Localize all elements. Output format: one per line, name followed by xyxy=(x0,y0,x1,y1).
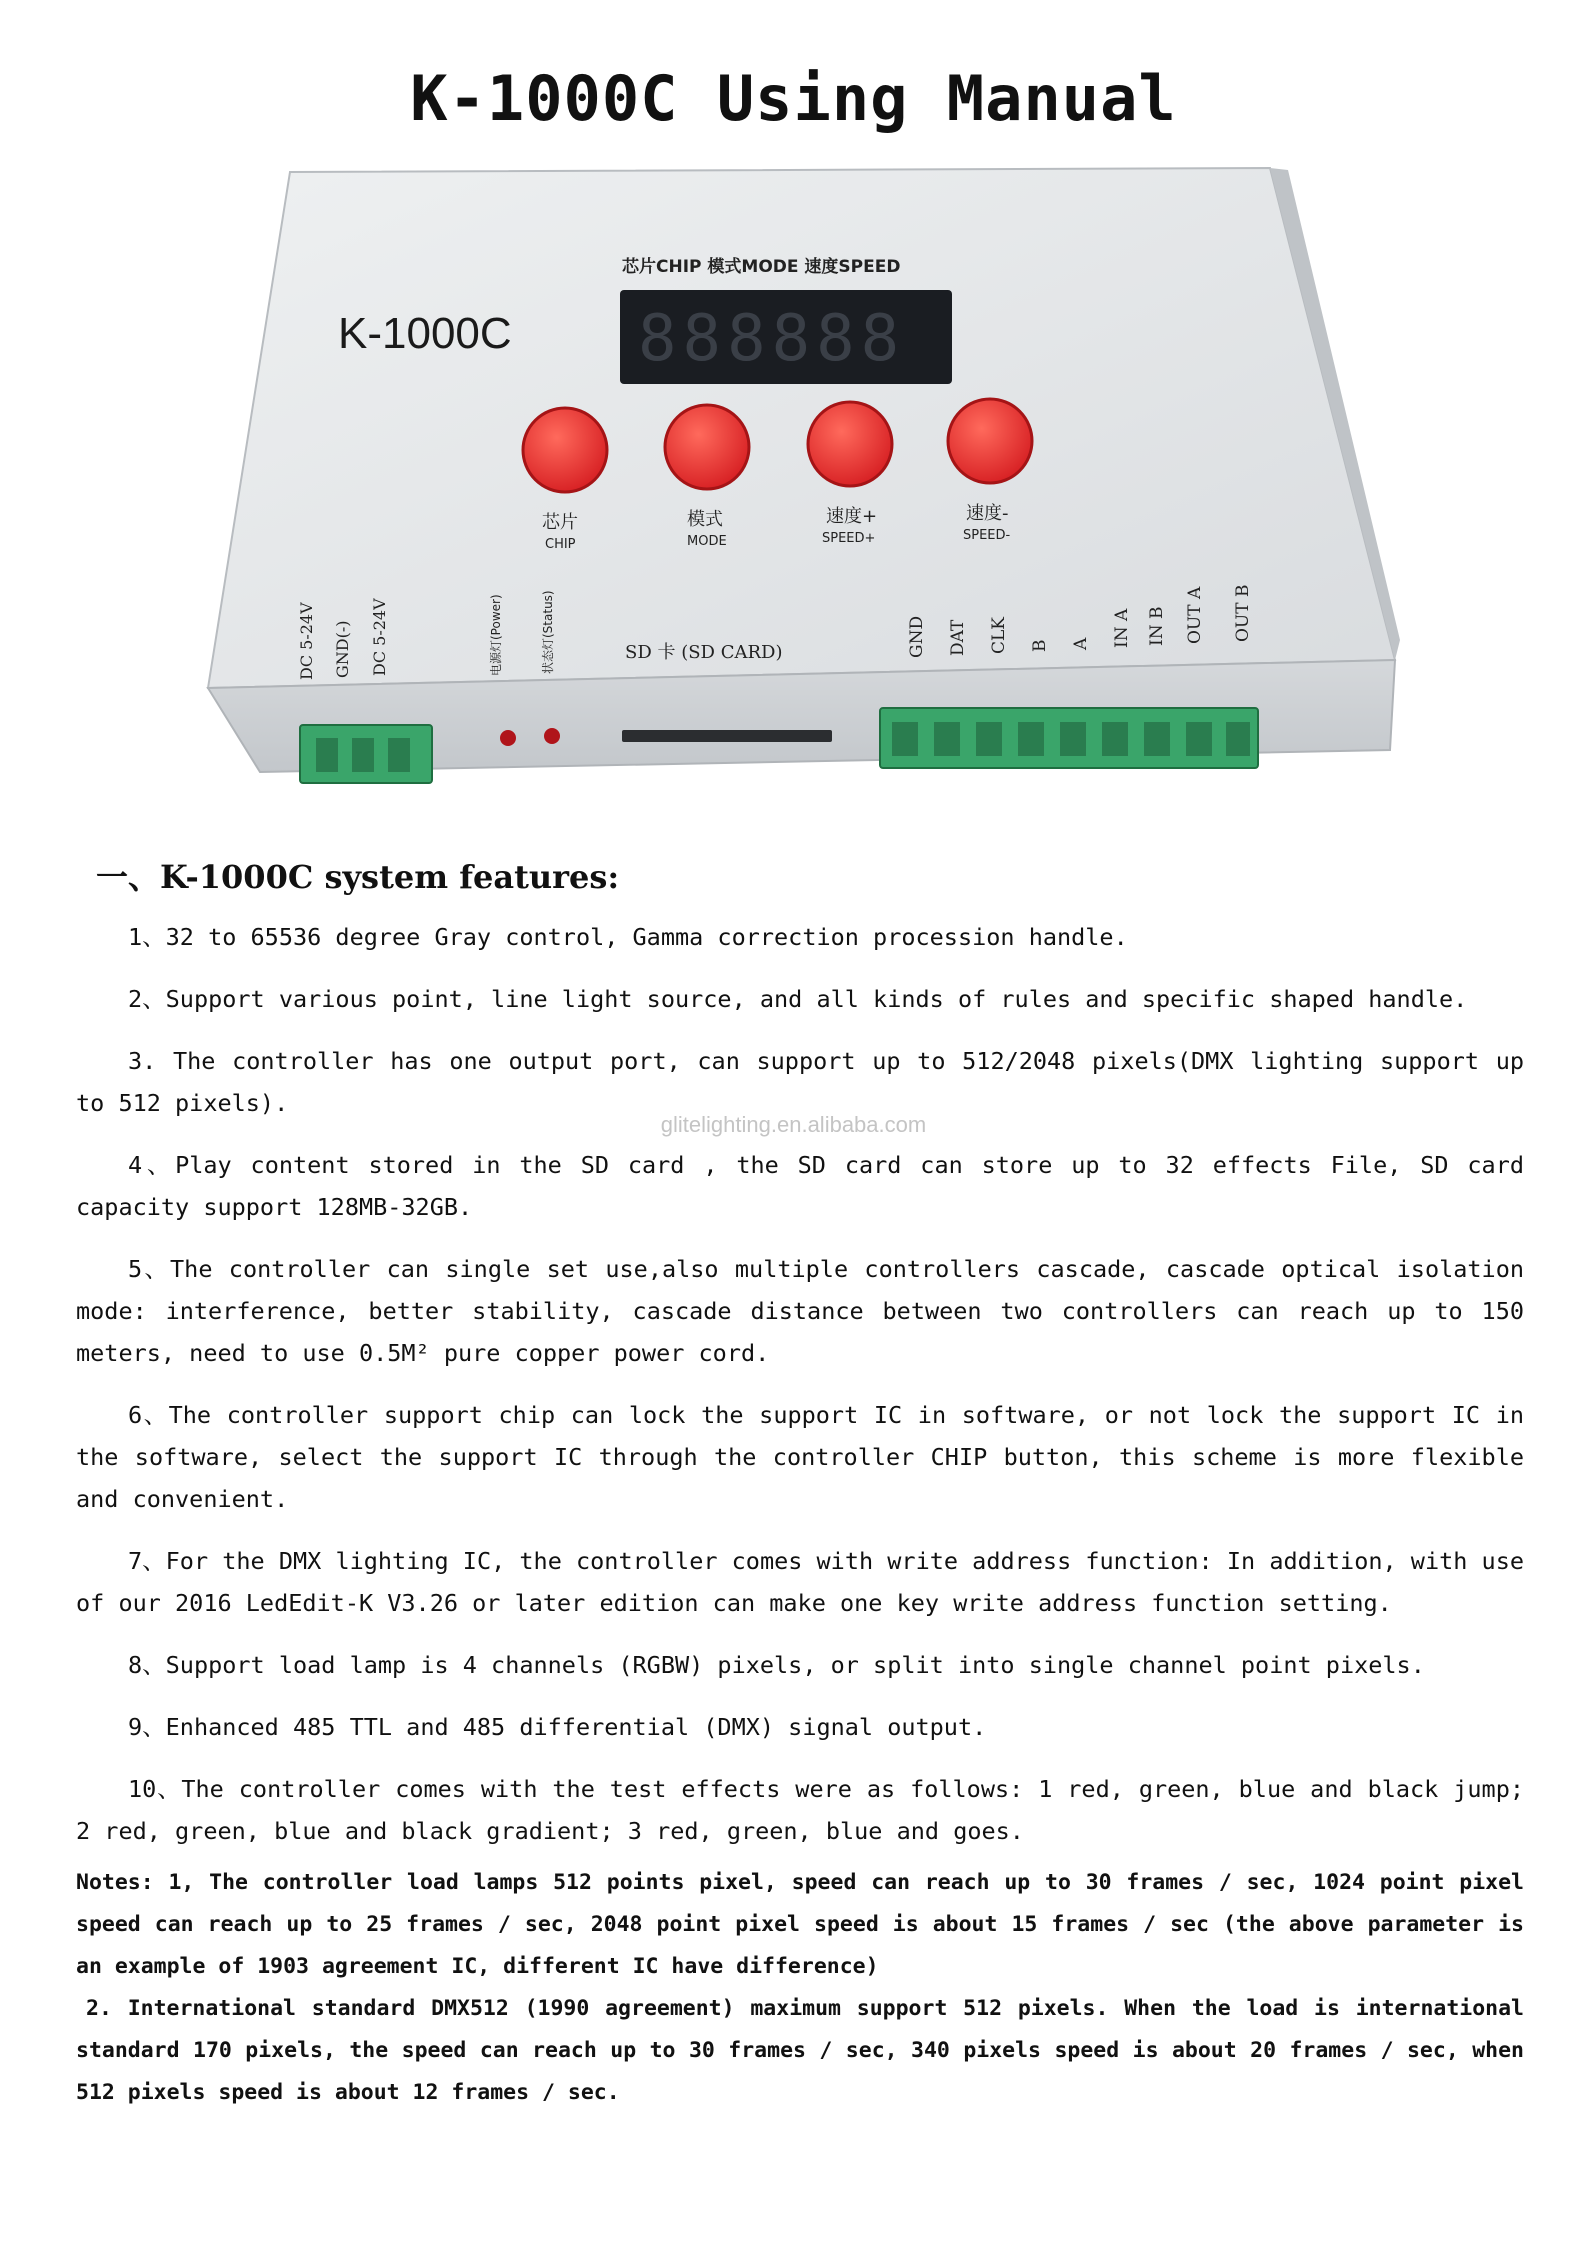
power-led-label: 电源灯(Power) xyxy=(489,594,503,676)
feature-item-10: 10、The controller comes with the test effects were as follows: 1 red, green, blue and black jump; 2 red, green, blue and black gradient; 3 red, green, blue and goes. xyxy=(76,1775,1524,1845)
port-label-out-a: OUT A xyxy=(1185,586,1205,644)
note-2: 2. International standard DMX512 (1990 agreement) maximum support 512 pixels. When the load is international standard 170 pixels, the speed can reach up to 30 frames / sec, 340 pixels speed is about 20 frames / sec, when 512 pixels speed is about 12 frames / sec. xyxy=(76,1996,1524,2105)
section-heading: 一、K-1000C system features: xyxy=(96,858,620,896)
page-title: K-1000C Using Manual xyxy=(410,62,1177,135)
status-led xyxy=(544,728,560,744)
port-label-dat: DAT xyxy=(948,619,968,656)
power-label-1: DC 5-24V xyxy=(297,602,316,680)
sd-card-label: SD 卡 (SD CARD) xyxy=(625,642,783,663)
port-label-in-a: IN A xyxy=(1112,608,1132,648)
port-label-gnd: GND xyxy=(907,615,927,658)
power-terminal-block xyxy=(300,725,432,783)
port-label-b: B xyxy=(1030,639,1050,652)
status-led-label: 状态灯(Status) xyxy=(541,590,555,674)
signal-terminal-block xyxy=(880,708,1258,768)
port-label-in-b: IN B xyxy=(1147,606,1167,646)
power-label-3: DC 5-24V xyxy=(370,598,389,676)
note-1: Notes: 1, The controller load lamps 512 points pixel, speed can reach up to 30 frames / sec, 1024 point pixel speed can reach up to 25 frames / sec, 2048 point pixel speed is about 15 frames / sec (the above parameter is an example of 1903 agreement IC, different IC have difference) xyxy=(76,1870,1524,1979)
port-label-out-b: OUT B xyxy=(1233,584,1253,642)
device-brand-label: K-1000C xyxy=(338,309,512,358)
feature-item-7: 7、For the DMX lighting IC, the controller comes with write address function: In addition, with use of our 2016 LedEdit-K V3.26 or later edition can make one key write address function setting. xyxy=(76,1547,1524,1617)
feature-item-6: 6、The controller support chip can lock the support IC in software, or not lock the support IC in the software, select the support IC through the controller CHIP button, this scheme is more flexible and convenient. xyxy=(76,1401,1524,1513)
button-label-cn-speed-up: 速度+ xyxy=(826,506,878,527)
watermark: glitelighting.en.alibaba.com xyxy=(660,1112,927,1137)
power-label-2: GND(-) xyxy=(333,620,352,678)
feature-item-5: 5、The controller can single set use,also multiple controllers cascade, cascade optical isolation mode: interference, better stability, cascade distance between two controllers can reach up to 150 meters, need to use 0.5M² pure copper power cord. xyxy=(76,1255,1524,1367)
feature-item-4: 4、Play content stored in the SD card , the SD card can store up to 32 effects File, SD card capacity support 128MB-32GB. xyxy=(76,1151,1524,1221)
product-photo xyxy=(190,160,1415,800)
led-display-digits: 888888 xyxy=(638,302,906,376)
speed-down-button[interactable] xyxy=(948,399,1032,483)
mode-button[interactable] xyxy=(665,405,749,489)
power-led xyxy=(500,730,516,746)
feature-item-1: 1、32 to 65536 degree Gray control, Gamma correction procession handle. xyxy=(128,923,1128,951)
panel-top-label: 芯片CHIP 模式MODE 速度SPEED xyxy=(622,257,901,277)
feature-item-8: 8、Support load lamp is 4 channels (RGBW) pixels, or split into single channel point pixels. xyxy=(128,1651,1425,1679)
port-label-clk: CLK xyxy=(989,617,1009,654)
chip-button[interactable] xyxy=(523,408,607,492)
button-label-cn-speed-down: 速度- xyxy=(966,503,1009,524)
speed-up-button[interactable] xyxy=(808,402,892,486)
button-label-en-mode: MODE xyxy=(687,534,727,549)
button-label-en-chip: CHIP xyxy=(545,537,576,552)
sd-card-slot[interactable] xyxy=(622,730,832,742)
button-label-cn-mode: 模式 xyxy=(687,509,723,530)
feature-item-3: 3. The controller has one output port, can support up to 512/2048 pixels(DMX lighting support up to 512 pixels). xyxy=(76,1047,1524,1117)
port-label-a: A xyxy=(1071,637,1091,650)
document-body xyxy=(76,916,1524,2114)
button-label-en-speed-up: SPEED+ xyxy=(822,531,876,546)
button-label-en-speed-down: SPEED- xyxy=(963,528,1011,543)
button-label-cn-chip: 芯片 xyxy=(542,512,578,533)
feature-item-2: 2、Support various point, line light source, and all kinds of rules and specific shaped handle. xyxy=(128,985,1468,1013)
feature-item-9: 9、Enhanced 485 TTL and 485 differential (DMX) signal output. xyxy=(128,1713,987,1741)
